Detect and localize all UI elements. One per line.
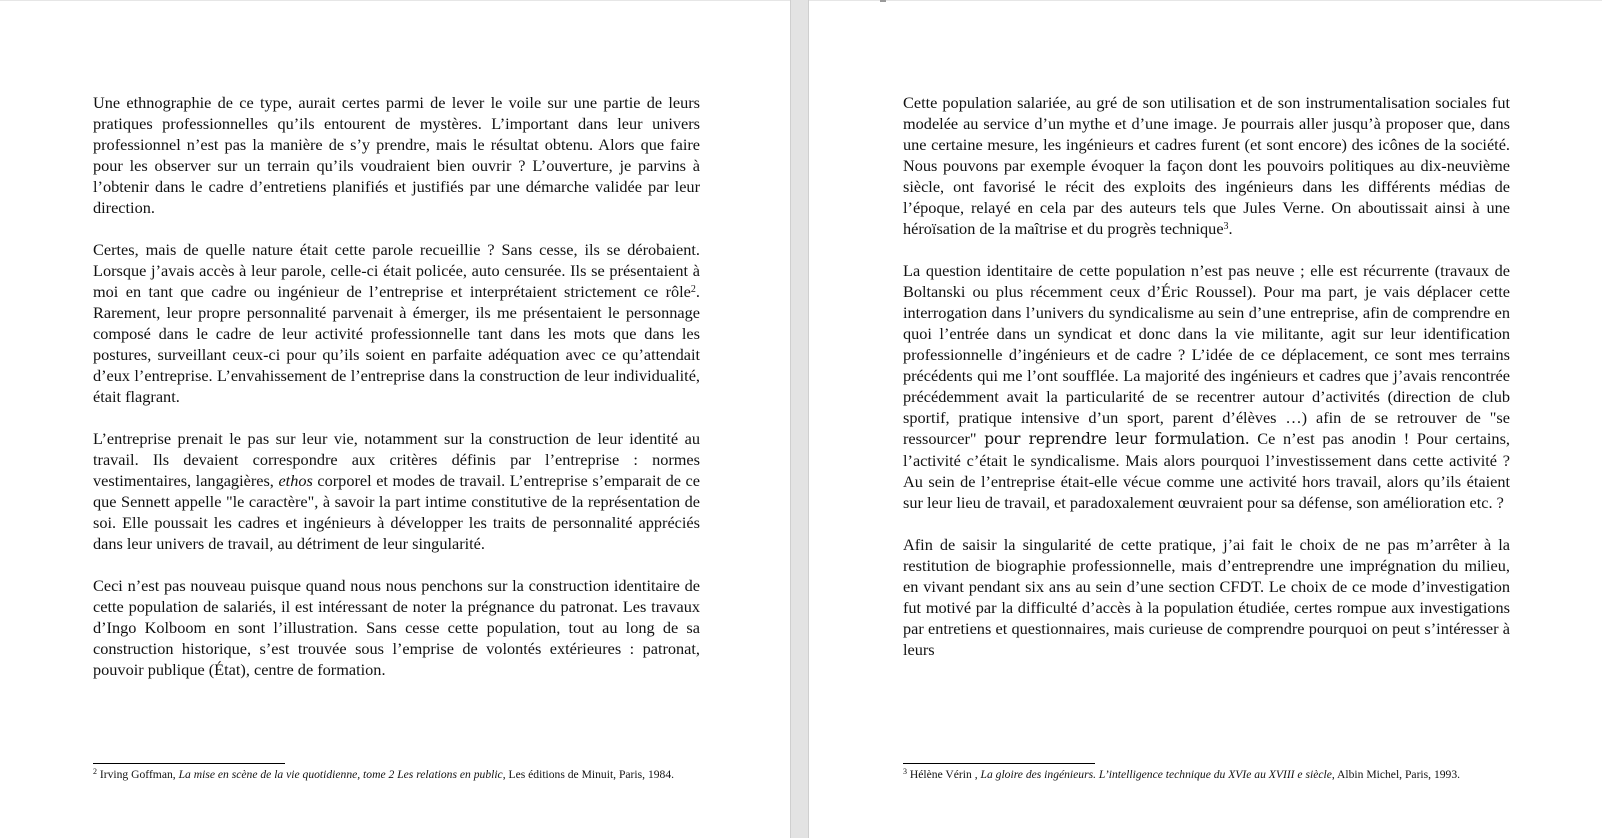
paragraph[interactable] [903,92,1510,239]
paragraph-text: La question identitaire de cette population n’est pas neuve ; elle est récurrente (travaux de Boltanski ou plus récemment ceux d’Éric Roussel). Pour ma part, je vais déplacer cette interrogation dans l’univers du syndicalisme au sein d’une entreprise, afin de comprendre en quoi l’entrée dans un syndicat et donc dans la vie militante, agit sur leur identification professionnelle d’ingénieurs et de cadre ? L’idée de ce déplacement, ce sont mes terrains précédents qui me l’ont soufflée. La majorité des ingénieurs et cadres que j’avais rencontrée précédemment avait la particularité de se recentrer autour d’activités (direction de club sportif, pratique intensive d’un sport, parent d’élèves …) afin de se retrouver de "se ressourcer" [903,261,1510,448]
text-cursor-mark [880,0,886,2]
paragraph[interactable] [903,534,1510,660]
footnote-reference[interactable]: 2 [690,284,696,295]
paragraph-text: Ceci n’est pas nouveau puisque quand nous nous penchons sur la construction identitaire de cette population de salariés, il est intéressant de noter la prégnance du patronat. Les travaux d’Ingo Kolboom en sont l’illustration. Sans cesse cette population, tout au long de sa construction historique, s’est trouvée sous l’emprise de volontés extérieures : patronat, pouvoir publique (État), centre de formation. [93,576,700,679]
page-top-edge [809,0,1602,1]
page-left[interactable] [0,0,790,838]
paragraph-text: Afin de saisir la singularité de cette pratique, j’ai fait le choix de ne pas m’arrêter à la restitution de biographie professionnelle, mais d’entreprendre une imprégnation du milieu, en vivant pendant six ans au sein d’une section CFDT. Le choix de ce mode d’investigation fut motivé par la difficulté d’accès à la population étudiée, certes rompue aux investigations par entretiens et questionnaires, mais curieuse de comprendre pourquoi on peut s’intéresser à leurs [903,535,1510,659]
paragraph[interactable] [93,239,700,407]
paragraph-text: Certes, mais de quelle nature était cette parole recueillie ? Sans cesse, ils se dérobaient. Lorsque j’avais accès à leur parole, celle-ci était policée, auto censurée. Ils se présentaient à moi en tant que cadre ou ingénieur de l’entreprise et interprétaient strictement ce rôle [93,240,700,301]
paragraph-text: . Rarement, leur propre personnalité parvenait à émerger, ils me présentaient le personnage composé dans le cadre de leur activité professionnelle tant dans les mots que dans les postures, surveillant ceux-ci pour qu’ils soient en parfaite adéquation avec ce qu’attendait d’eux l’entreprise. L’envahissement de l’entreprise dans la construction de leur individualité, était flagrant. [93,282,700,406]
alt-font-phrase: pour reprendre leur formulation. [984,430,1250,448]
footnote-author: Irving Goffman, [97,768,179,781]
paragraph[interactable] [93,92,700,218]
footnote-title: La gloire des ingénieurs. L’intelligence technique du XVIe au XVIII e siècle [980,768,1332,781]
footnote-author: Hélène Vérin , [907,768,981,781]
paragraph-text: Ce n’est pas anodin ! Pour certains, l’activité c’était le syndicalisme. Mais alors pourquoi l’investissement dans cette activité ? Au sein de l’entreprise était-elle vécue comme une activité hors travail, alors qu’ils étaient sur leur lieu de travail, et paradoxalement œuvraient pour sa défense, son amélioration etc. ? [903,429,1510,512]
footnote-separator [903,763,1095,764]
footnote-separator [93,763,285,764]
footnote[interactable] [903,767,1483,782]
page-top-edge [0,0,790,1]
italic-term: ethos [278,471,313,490]
body-text[interactable] [93,92,700,701]
footnote-reference[interactable]: 3 [1223,221,1229,232]
paragraph-text: Une ethnographie de ce type, aurait certes parmi de lever le voile sur une partie de leurs pratiques professionnelles qu’ils entourent de mystères. L’important dans leur univers professionnel n’est pas la manière de s’y prendre, mais le résultat obtenu. Alors que faire pour les observer sur un terrain qu’ils voudraient bien ouvrir ? L’ouverture, je parvins à l’obtenir dans le cadre d’entretiens planifiés et justifiés par une démarche validée par leur direction. [93,93,700,217]
paragraph-text: corporel et modes de travail. L’entreprise s’emparait de ce que Sennett appelle "le caractère", à savoir la part intime constitutive de la représentation de soi. Elle poussait les cadres et ingénieurs à développer les traits de personnalité appréciés dans leur univers de travail, au détriment de leur singularité. [93,471,701,553]
footnote-title: La mise en scène de la vie quotidienne, tome 2 Les relations en public [178,768,503,781]
paragraph[interactable] [903,260,1510,513]
paragraph[interactable] [93,575,700,680]
footnote-number: 2 [93,767,97,776]
paragraph[interactable] [93,428,700,554]
page-gutter [790,0,809,838]
footnote-publisher: , Les éditions de Minuit, Paris, 1984. [502,768,675,781]
footnote-publisher: , Albin Michel, Paris, 1993. [1331,768,1461,781]
footnote-number: 3 [903,767,907,776]
paragraph-text: L’entreprise prenait le pas sur leur vie, notamment sur la construction de leur identité au travail. Ils devaient correspondre aux critères définis par l’entreprise : normes vestimentaires, langagières, [93,429,700,490]
body-text[interactable] [903,92,1510,681]
page-right[interactable] [809,0,1602,838]
paragraph-text: Cette population salariée, au gré de son utilisation et de son instrumentalisation sociales fut modelée au service d’un mythe et d’une image. Je pourrais aller jusqu’à proposer que, dans une certaine mesure, les ingénieurs et cadres furent (et sont encore) des icônes de la société. Nous pouvons par exemple évoquer la façon dont les pouvoirs politiques au dix-neuvième siècle, ont favorisé le récit des exploits des ingénieurs dans les différents médias de l’époque, relayé en cela par des auteurs tels que Jules Verne. On aboutissait ainsi à une héroïsation de la maîtrise et du progrès technique [903,93,1510,238]
footnote[interactable] [93,767,693,782]
paragraph-text: . [1228,219,1233,238]
